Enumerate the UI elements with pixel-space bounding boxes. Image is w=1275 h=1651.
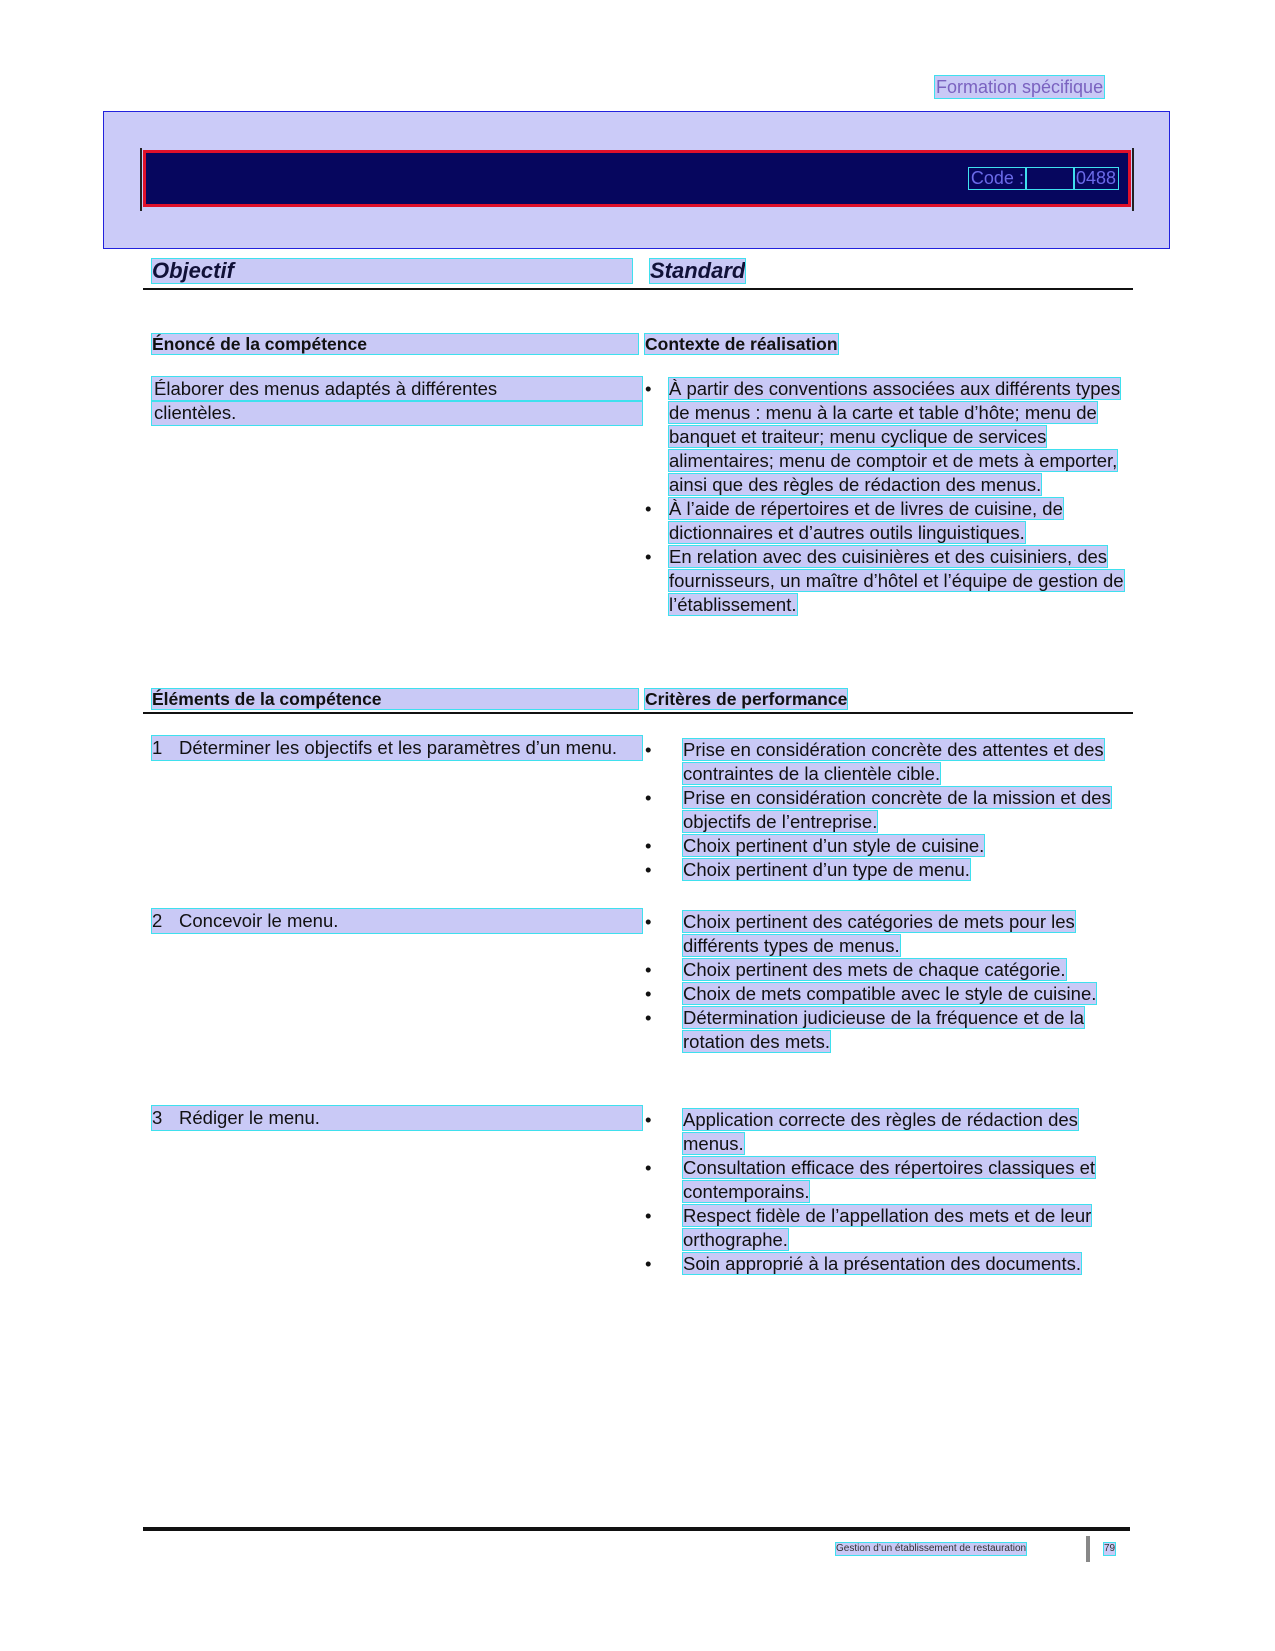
criteria-text: Choix pertinent d’un type de menu.	[683, 859, 970, 880]
bullet-icon: •	[645, 859, 652, 880]
divider	[143, 288, 1133, 290]
bullet-icon: •	[645, 1205, 652, 1226]
bullet-icon: •	[645, 1157, 652, 1178]
criteria-item	[645, 786, 1135, 834]
criteria-text: Prise en considération concrète des attentes et des contraintes de la clientèle cible.	[683, 739, 1104, 784]
criteria-text: Choix pertinent d’un style de cuisine.	[683, 835, 985, 856]
criteria-heading: Critères de performance	[645, 689, 848, 709]
criteria-item	[645, 1006, 1135, 1054]
criteria-text: Application correcte des règles de rédaction des menus.	[683, 1109, 1078, 1154]
bullet-icon: •	[645, 498, 652, 519]
element-item	[152, 909, 642, 933]
bullet-icon: •	[645, 546, 652, 567]
context-item-text: En relation avec des cuisinières et des cuisiniers, des fournisseurs, un maître d’hôtel et l’équipe de gestion de l’établissement.	[669, 546, 1124, 615]
element-number: 2	[152, 910, 163, 931]
criteria-item	[645, 1108, 1135, 1156]
criteria-text: Choix pertinent des catégories de mets pour les différents types de menus.	[683, 911, 1075, 956]
elements-heading: Éléments de la compétence	[152, 689, 638, 709]
criteria-text: Respect fidèle de l’appellation des mets et de leur orthographe.	[683, 1205, 1092, 1250]
bullet-icon: •	[645, 739, 652, 760]
bullet-icon: •	[645, 1253, 652, 1274]
element-item	[152, 1106, 642, 1130]
element-number: 1	[152, 737, 163, 758]
footer-separator	[1086, 1536, 1090, 1562]
criteria-text: Choix pertinent des mets de chaque catégorie.	[683, 959, 1066, 980]
code-bar	[143, 150, 1131, 207]
contexte-heading: Contexte de réalisation	[645, 334, 838, 354]
criteria-item	[645, 1252, 1135, 1276]
code-value: 0488	[1075, 168, 1116, 188]
bullet-icon: •	[645, 787, 652, 808]
criteria-list	[645, 910, 1135, 1054]
enonce-line: Élaborer des menus adaptés à différentes	[152, 377, 642, 401]
element-text: Rédiger le menu.	[179, 1107, 320, 1128]
bullet-icon: •	[645, 1109, 652, 1130]
criteria-text: Choix de mets compatible avec le style de cuisine.	[683, 983, 1097, 1004]
criteria-item	[645, 958, 1135, 982]
bullet-icon: •	[645, 1007, 652, 1028]
context-item	[645, 545, 1125, 617]
element-number: 3	[152, 1107, 163, 1128]
context-item	[645, 377, 1125, 497]
program-label: Formation spécifique	[936, 77, 1104, 97]
criteria-text: Consultation efficace des répertoires classiques et contemporains.	[683, 1157, 1096, 1202]
context-item-text: À l’aide de répertoires et de livres de cuisine, de dictionnaires et d’autres outils linguistiques.	[669, 498, 1063, 543]
bullet-icon: •	[645, 959, 652, 980]
criteria-item	[645, 982, 1135, 1006]
footer-title: Gestion d’un établissement de restauration	[836, 1543, 1027, 1554]
bullet-icon: •	[645, 911, 652, 932]
enonce-text	[152, 377, 642, 425]
code-label: Code :	[970, 168, 1024, 188]
code-spacer	[1026, 168, 1074, 189]
criteria-list	[645, 1108, 1135, 1276]
objective-title: Objectif	[152, 259, 632, 283]
criteria-item	[645, 738, 1135, 786]
enonce-line: clientèles.	[152, 401, 642, 425]
criteria-item	[645, 1156, 1135, 1204]
criteria-item	[645, 834, 1135, 858]
criteria-text: Soin approprié à la présentation des documents.	[683, 1253, 1082, 1274]
criteria-list	[645, 738, 1135, 882]
enonce-heading: Énoncé de la compétence	[152, 334, 638, 354]
page-number: 79	[1104, 1543, 1116, 1554]
context-item-text: À partir des conventions associées aux différents types de menus : menu à la carte et table d’hôte; menu de banquet et traiteur; menu cyclique de services alimentaires; menu de comptoir et de mets à emporter, ainsi que des règles de rédaction des menus.	[669, 378, 1121, 495]
footer-rule	[143, 1527, 1130, 1531]
criteria-text: Détermination judicieuse de la fréquence et de la rotation des mets.	[683, 1007, 1085, 1052]
code-display	[969, 168, 1118, 189]
criteria-item	[645, 910, 1135, 958]
criteria-item	[645, 858, 1135, 882]
context-item	[645, 497, 1125, 545]
bullet-icon: •	[645, 835, 652, 856]
standard-title: Standard	[650, 258, 746, 283]
element-item	[152, 736, 642, 760]
criteria-item	[645, 1204, 1135, 1252]
context-list	[645, 377, 1125, 617]
criteria-text: Prise en considération concrète de la mission et des objectifs de l’entreprise.	[683, 787, 1111, 832]
element-text: Déterminer les objectifs et les paramètres d’un menu.	[179, 737, 618, 758]
divider	[143, 712, 1133, 714]
element-text: Concevoir le menu.	[179, 910, 339, 931]
bullet-icon: •	[645, 378, 652, 399]
bullet-icon: •	[645, 983, 652, 1004]
